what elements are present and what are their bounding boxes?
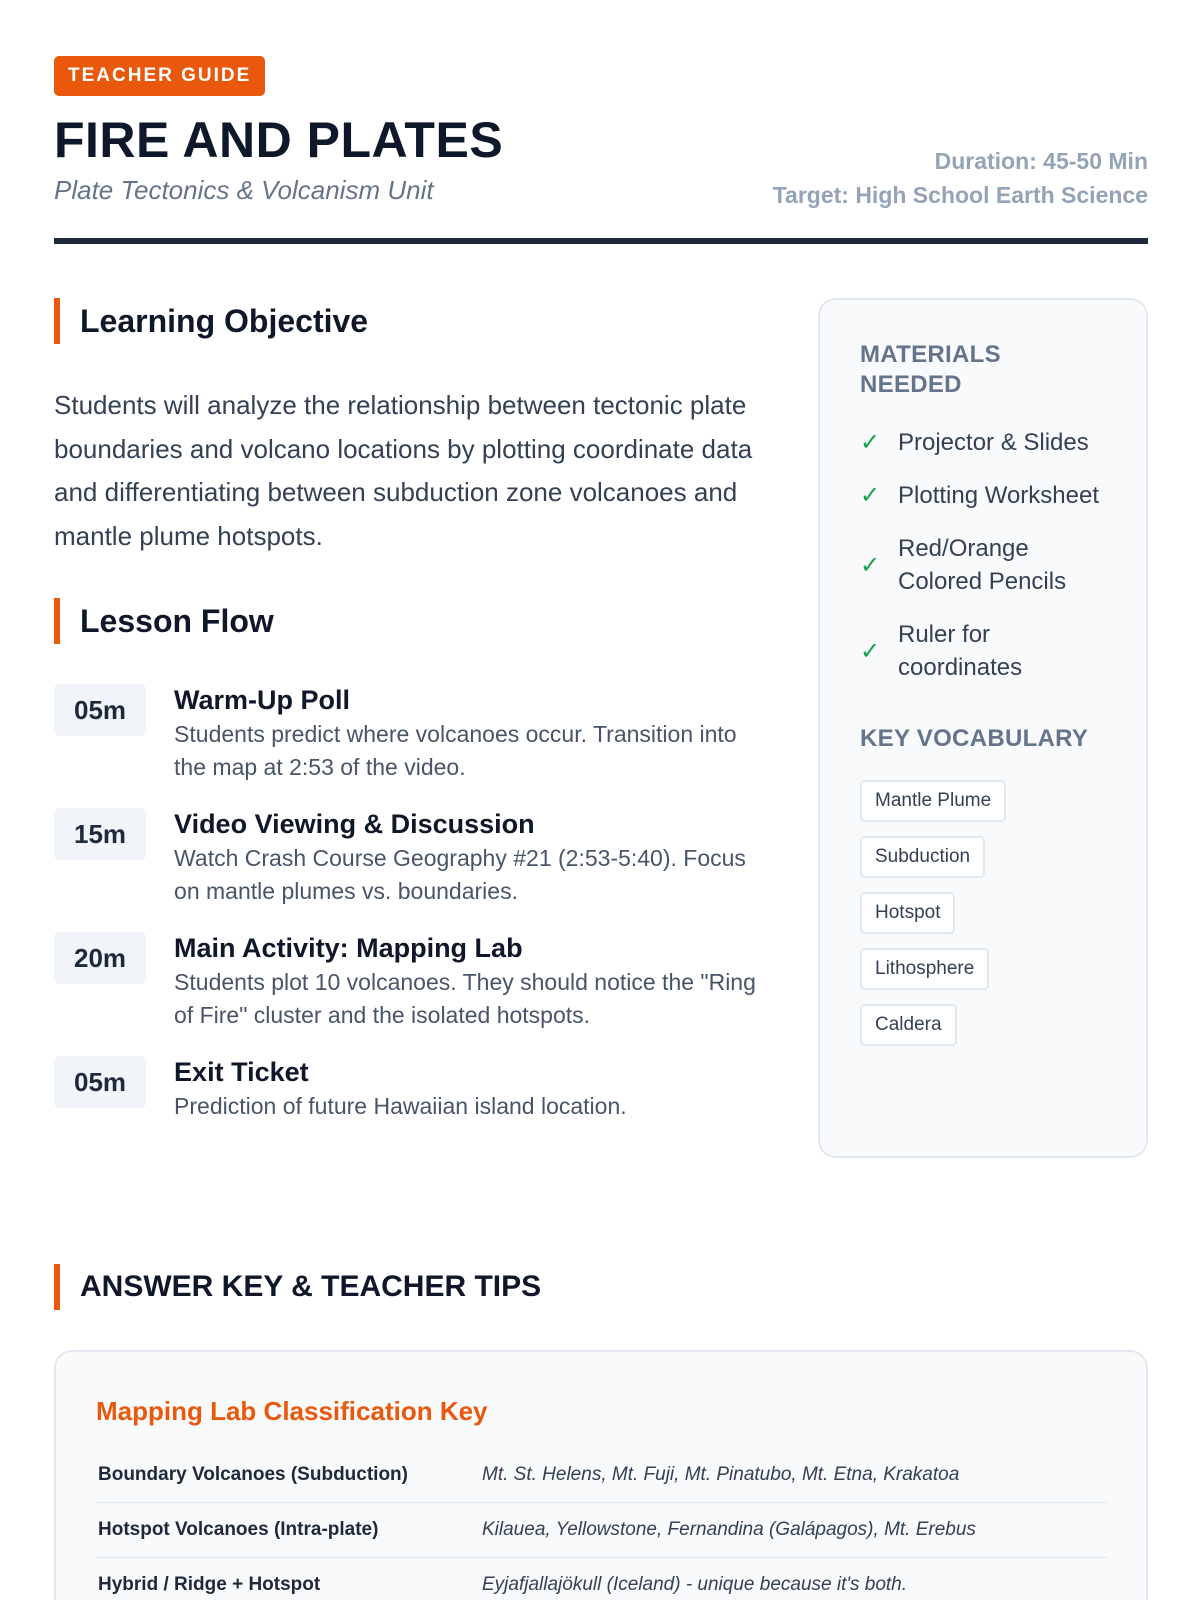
section-accent-bar xyxy=(54,598,60,644)
materials-title: MATERIALS NEEDED xyxy=(860,341,1001,398)
classification-key-box xyxy=(54,1350,1148,1600)
page-title: FIRE AND PLATES xyxy=(54,112,504,168)
check-icon: ✓ xyxy=(860,429,881,456)
lesson-flow-item xyxy=(54,932,774,1032)
table-row xyxy=(96,1558,1108,1600)
flow-item-body xyxy=(174,808,774,908)
material-item xyxy=(860,532,1106,598)
check-icon: ✓ xyxy=(860,482,881,509)
lesson-meta xyxy=(773,144,1148,212)
objective-heading xyxy=(54,298,774,344)
flow-item-body xyxy=(174,932,774,1032)
lesson-flow-heading xyxy=(54,598,774,644)
answer-key-heading-text: ANSWER KEY & TEACHER TIPS xyxy=(80,1270,542,1303)
classification-key-title: Mapping Lab Classification Key xyxy=(96,1396,488,1426)
lesson-flow-list xyxy=(54,684,774,1123)
flow-time-badge: 05m xyxy=(54,684,146,736)
flow-item-title: Main Activity: Mapping Lab xyxy=(174,933,523,963)
vocab-tag: Mantle Plume xyxy=(860,780,1006,822)
vocab-title: KEY VOCABULARY xyxy=(860,725,1089,752)
flow-item-title: Video Viewing & Discussion xyxy=(174,809,535,839)
lesson-flow-heading-text: Lesson Flow xyxy=(80,603,274,639)
table-row xyxy=(96,1503,1108,1558)
materials-list xyxy=(860,426,1106,684)
flow-item-desc: Watch Crash Course Geography #21 (2:53-5:40). Focus on mantle plumes vs. boundaries. xyxy=(174,845,746,904)
flow-item-desc: Prediction of future Hawaiian island location. xyxy=(174,1093,627,1119)
flow-time-badge: 15m xyxy=(54,808,146,860)
lesson-flow-item xyxy=(54,808,774,908)
flow-time-badge: 20m xyxy=(54,932,146,984)
check-icon: ✓ xyxy=(860,637,881,665)
sidebar-panel xyxy=(818,298,1148,1158)
vocab-list xyxy=(860,780,1106,1060)
material-item xyxy=(860,479,1106,512)
flow-item-desc: Students plot 10 volcanoes. They should notice the "Ring of Fire" cluster and the isolated hotspots. xyxy=(174,969,756,1028)
material-label: Projector & Slides xyxy=(898,429,1089,456)
flow-item-body xyxy=(174,684,774,784)
header-divider xyxy=(54,238,1148,244)
category-cell: Boundary Volcanoes (Subduction) xyxy=(98,1464,408,1485)
answer-key-section xyxy=(54,1264,1148,1600)
answer-key-heading xyxy=(54,1264,1148,1310)
material-item xyxy=(860,618,1106,684)
vocab-tag: Lithosphere xyxy=(860,948,989,990)
left-column xyxy=(54,298,774,1147)
header xyxy=(54,56,1148,244)
teacher-guide-page xyxy=(54,56,1148,1595)
teacher-guide-badge: TEACHER GUIDE xyxy=(54,56,265,96)
vocab-tag: Caldera xyxy=(860,1004,957,1046)
page-subtitle: Plate Tectonics & Volcanism Unit xyxy=(54,175,434,205)
vocab-tag: Subduction xyxy=(860,836,985,878)
material-item xyxy=(860,426,1106,459)
vocab-tag: Hotspot xyxy=(860,892,955,934)
section-accent-bar xyxy=(54,298,60,344)
lesson-flow-item xyxy=(54,684,774,784)
category-cell: Hybrid / Ridge + Hotspot xyxy=(98,1574,321,1595)
objective-text: Students will analyze the relationship between tectonic plate boundaries and volcano locations by plotting coordinate data and differentiating between subduction zone volcanoes and mantle plume hotspots. xyxy=(54,390,753,551)
main-content xyxy=(54,298,1148,1158)
category-cell: Hotspot Volcanoes (Intra-plate) xyxy=(98,1519,379,1540)
check-icon: ✓ xyxy=(860,551,881,579)
examples-cell: Eyjafjallajökull (Iceland) - unique because it's both. xyxy=(482,1574,908,1595)
flow-item-title: Exit Ticket xyxy=(174,1057,309,1087)
material-label: Ruler for coordinates xyxy=(898,621,1023,681)
flow-item-desc: Students predict where volcanoes occur. Transition into the map at 2:53 of the video. xyxy=(174,721,737,780)
section-accent-bar xyxy=(54,1264,60,1310)
classification-table xyxy=(96,1448,1108,1600)
flow-item-title: Warm-Up Poll xyxy=(174,685,351,715)
objective-heading-text: Learning Objective xyxy=(80,303,369,339)
duration-text: Duration: 45-50 Min xyxy=(934,148,1148,174)
target-text: Target: High School Earth Science xyxy=(772,182,1148,208)
lesson-flow-item xyxy=(54,1056,774,1123)
flow-item-body xyxy=(174,1056,627,1123)
examples-cell: Mt. St. Helens, Mt. Fuji, Mt. Pinatubo, Mt. Etna, Krakatoa xyxy=(482,1464,960,1485)
material-label: Plotting Worksheet xyxy=(898,482,1099,509)
examples-cell: Kilauea, Yellowstone, Fernandina (Galápagos), Mt. Erebus xyxy=(482,1519,976,1540)
material-label: Red/Orange Colored Pencils xyxy=(898,535,1067,595)
table-row xyxy=(96,1448,1108,1503)
flow-time-badge: 05m xyxy=(54,1056,146,1108)
